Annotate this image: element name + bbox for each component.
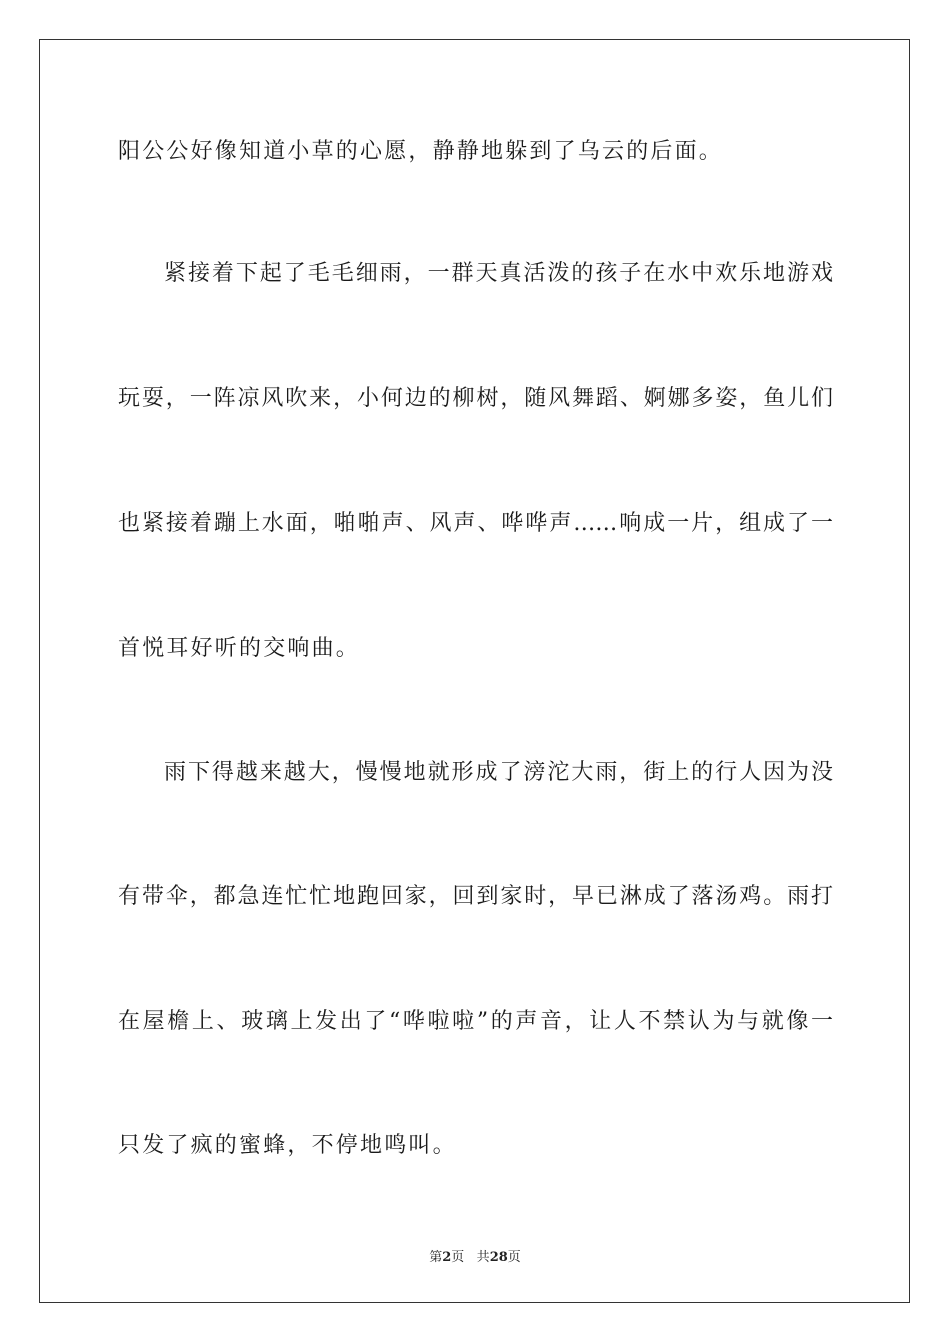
text-line: 首悦耳好听的交响曲。 (118, 636, 361, 661)
total-prefix: 共 (476, 1250, 490, 1265)
text-line: 阳公公好像知道小草的心愿，静静地躲到了乌云的后面。 (118, 139, 724, 164)
page-number: 2 (442, 1250, 452, 1265)
text-line: 也紧接着蹦上水面，啪啪声、风声、哗哗声……响成一片，组成了一 (118, 511, 833, 536)
total-pages: 28 (489, 1250, 508, 1265)
total-suffix: 页 (507, 1250, 521, 1265)
text-line: 只发了疯的蜜蜂，不停地鸣叫。 (118, 1133, 457, 1158)
page-border (39, 39, 910, 1303)
page-footer (0, 1246, 950, 1265)
paragraph-first-line: 雨下得越来越大，慢慢地就形成了滂沱大雨，街上的行人因为没 (164, 760, 833, 785)
page-prefix: 第 (429, 1250, 443, 1265)
page-suffix: 页 (451, 1250, 465, 1265)
text-line: 在屋檐上、玻璃上发出了“哗啦啦”的声音，让人不禁认为与就像一 (118, 1009, 833, 1034)
paragraph-first-line: 紧接着下起了毛毛细雨，一群天真活泼的孩子在水中欢乐地游戏 (164, 261, 833, 286)
text-line: 有带伞，都急连忙忙地跑回家，回到家时，早已淋成了落汤鸡。雨打 (118, 884, 833, 909)
text-line: 玩耍，一阵凉风吹来，小何边的柳树，随风舞蹈、婀娜多姿，鱼儿们 (118, 386, 833, 411)
